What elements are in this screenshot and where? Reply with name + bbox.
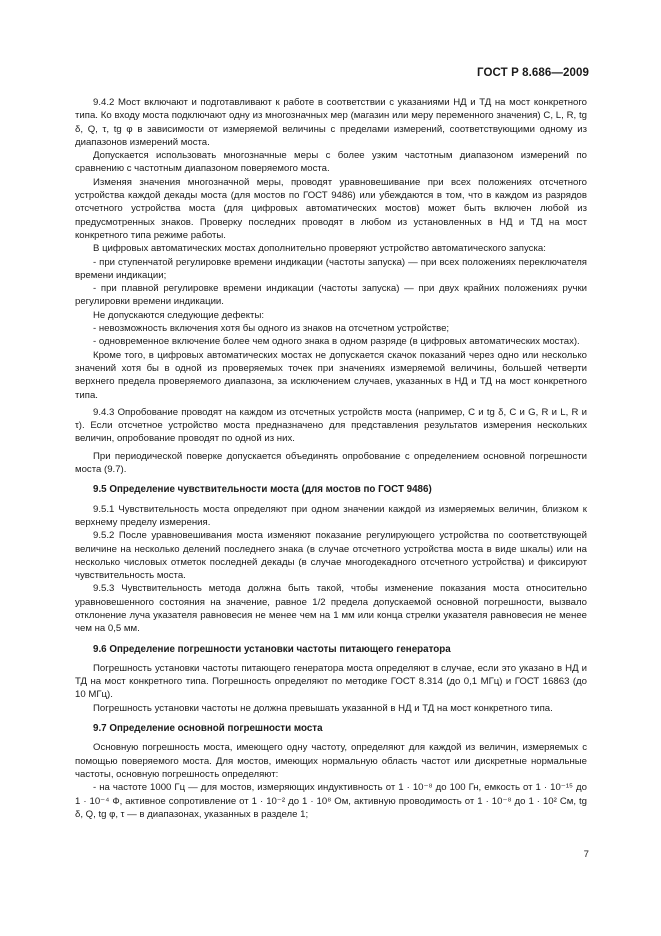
paragraph: Погрешность установки частоты не должна превышать указанной в НД и ТД на мост конкретного типа. [93, 702, 553, 714]
paragraph: Погрешность установки частоты питающего генератора моста определяют в случае, если это указано в НД и ТД на мост конкретного типа. Погрешность определяют по методике ГОСТ 8.314 (до 0,1 МГц) и ГОСТ 16863 (до 10 МГц). [75, 662, 587, 701]
paragraph: Основную погрешность моста, имеющего одну частоту, определяют для каждой из величин, измеряемых с помощью поверяемого моста. Для мостов, имеющих нормальную область частот или дискретные нормальные частоты, основную погрешность определяют: [75, 742, 587, 780]
paragraph: Изменяя значения многозначной меры, проводят уравновешивание при всех положениях отсчетного устройства каждой декады моста (для мостов по ГОСТ 9486) или убеждаются в том, что в каждом из разрядов отсчетного устройства моста (для цифровых автоматических мостов) может быть включен любой из предусмотренных знаков. Проверку последних проводят в любом из установленных в НД и ТД на мост конкретного типа режиме работы. [75, 176, 587, 241]
paragraph: 9.5.3 Чувствительность метода должна быть такой, чтобы изменение показания моста относительно уравновешенного состояния на значение, равное 1/2 предела допускаемой основной погрешности, вызвало отклонение луча указателя равновесия не менее чем на 1 мм или конца стрелки указателя равновесия не менее чем на 0,5 мм. [75, 583, 587, 635]
paragraph: 9.5.1 Чувствительность моста определяют при одном значении каждой из измеряемых величин, близком к верхнему пределу измерения. [75, 503, 587, 528]
paragraph: 9.5.2 После уравновешивания моста изменяют показание регулирующего устройства по соответствующей величине на несколько делений последнего знака (в случае отсчетного устройства моста в виде шкалы) или на несколько числовых отметок последней декады (в случае многодекадного отсчетного устройства) и фиксируют чувствительность моста. [75, 530, 587, 582]
paragraph: В цифровых автоматических мостах дополнительно проверяют устройство автоматического запуска: [93, 243, 546, 255]
section-heading-9-6: 9.6 Определение погрешности установки частоты питающего генератора [93, 643, 451, 655]
paragraph: Кроме того, в цифровых автоматических мостах не допускается скачок показаний через одно или несколько значений хотя бы в одной из проверяемых точек при значениях измеряемой величины, большей четверти верхнего предела проверяемого диапазона, за исключением случаев, указанных в НД и ТД на мост конкретного типа. [75, 349, 587, 401]
document-header: ГОСТ Р 8.686—2009 [477, 67, 589, 79]
list-item: - при ступенчатой регулировке времени индикации (частоты запуска) — при всех положениях переключателя времени индикации; [75, 256, 587, 281]
list-item: - при плавной регулировке времени индикации (частоты запуска) — при двух крайних положениях ручки регулировки времени индикации. [75, 283, 587, 308]
page-number: 7 [583, 849, 589, 860]
paragraph: 9.4.2 Мост включают и подготавливают к работе в соответствии с указаниями НД и ТД на мост конкретного типа. Ко входу моста подключают одну из многозначных мер (магазин или меру переменного значения) C, L, R, tg δ, Q, τ, tg φ в зависимости от измеряемой величины с пределами измерений, соответствующими одному из диапазонов измерений моста. [75, 97, 587, 148]
list-item: - на частоте 1000 Гц — для мостов, измеряющих индуктивность от 1 · 10⁻⁸ до 100 Гн, емкость от 1 · 10⁻¹⁵ до 1 · 10⁻⁴ Ф, активное сопротивление от 1 · 10⁻² до 1 · 10⁸ Ом, активную проводимость от 1 · 10⁻⁸ до 1 · 10² См, tg δ, Q, tg φ, τ — в диапазонах, указанных в разделе 1; [75, 782, 587, 820]
document-body [75, 96, 587, 821]
paragraph: Не допускаются следующие дефекты: [93, 309, 265, 321]
section-heading-9-7: 9.7 Определение основной погрешности моста [93, 723, 323, 735]
paragraph: Допускается использовать многозначные меры с более узким частотным диапазоном измерений по сравнению с частотным диапазоном поверяемого моста. [75, 150, 587, 175]
list-item: - невозможность включения хотя бы одного из знаков на отсчетном устройстве; [93, 323, 450, 335]
paragraph: 9.4.3 Опробование проводят на каждом из отсчетных устройств моста (например, C и tg δ, C и G, R и L, R и τ). Если отсчетное устройство моста предназначено для представления результатов измерения нескольких величин, опробование проводят по одной из них. [75, 406, 587, 445]
paragraph: При периодической поверке допускается объединять опробование с определением основной погрешности моста (9.7). [75, 450, 587, 476]
section-heading-9-5: 9.5 Определение чувствительности моста (для мостов по ГОСТ 9486) [93, 484, 432, 496]
list-item: - одновременное включение более чем одного знака в одном разряде (в цифровых автоматических мостах). [93, 336, 580, 348]
